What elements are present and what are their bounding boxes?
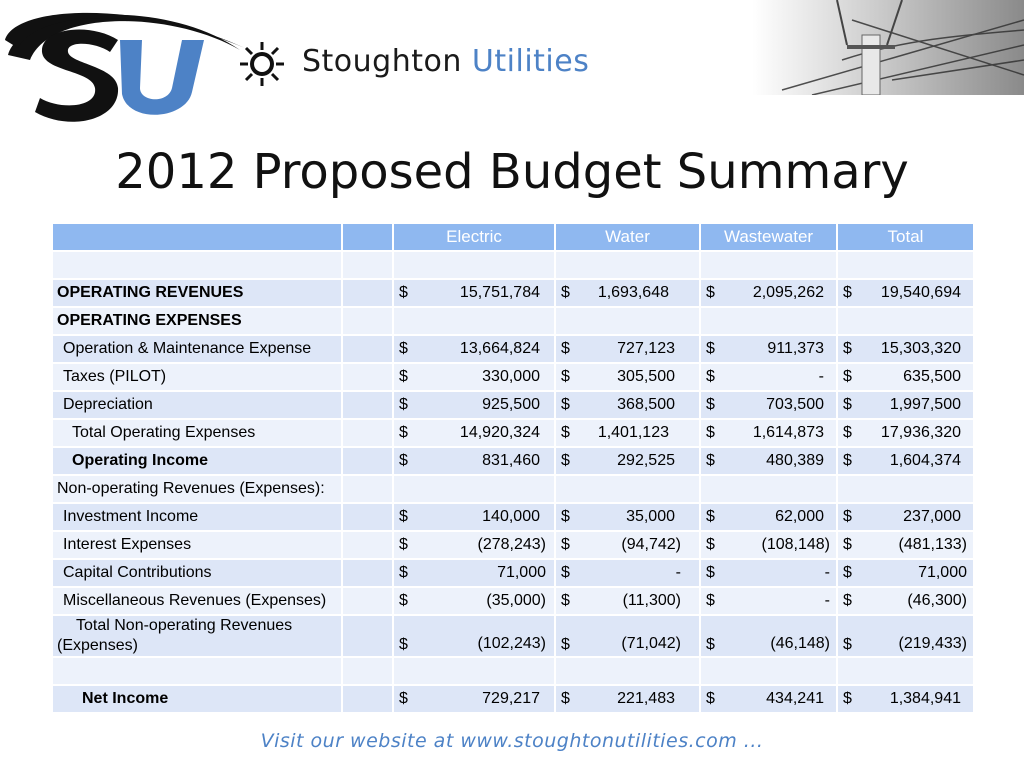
water-cell: [555, 657, 700, 685]
wastewater-cell: [700, 251, 837, 279]
water-cell: $ 305,500: [555, 363, 700, 391]
row-label: Operation & Maintenance Expense: [52, 335, 342, 363]
table-row: [52, 335, 974, 363]
row-label-line2: (Expenses): [57, 637, 138, 654]
wastewater-cell: [700, 475, 837, 503]
company-logo: [0, 0, 300, 130]
electric-cell: $ (35,000): [393, 587, 555, 615]
table-row: [52, 685, 974, 713]
wastewater-cell: [700, 307, 837, 335]
spacer-cell: [342, 335, 393, 363]
row-label: [52, 657, 342, 685]
total-cell: $ 19,540,694: [837, 279, 974, 307]
header-total: Total: [837, 223, 974, 251]
wastewater-cell: $ 703,500: [700, 391, 837, 419]
table-row: [52, 279, 974, 307]
table-row: [52, 251, 974, 279]
total-cell: $ 71,000: [837, 559, 974, 587]
total-cell: $ (481,133): [837, 531, 974, 559]
water-cell: $ 292,525: [555, 447, 700, 475]
electric-cell: $ 14,920,324: [393, 419, 555, 447]
row-label: Taxes (PILOT): [52, 363, 342, 391]
budget-summary-table: [51, 222, 975, 714]
wastewater-cell: $ 2,095,262: [700, 279, 837, 307]
spacer-cell: [342, 685, 393, 713]
water-cell: $ (71,042): [555, 615, 700, 657]
spacer-cell: [342, 363, 393, 391]
row-label: [52, 251, 342, 279]
website-footer: Visit our website at www.stoughtonutilities.com ...: [260, 730, 764, 752]
spacer-cell: [342, 657, 393, 685]
electric-cell: $ 729,217: [393, 685, 555, 713]
total-cell: $ 1,384,941: [837, 685, 974, 713]
total-cell: [837, 475, 974, 503]
electric-cell: [393, 475, 555, 503]
wastewater-cell: $ 1,614,873: [700, 419, 837, 447]
electric-cell: $ 925,500: [393, 391, 555, 419]
wastewater-cell: $ -: [700, 363, 837, 391]
spacer-cell: [342, 251, 393, 279]
water-cell: $ 1,401,123: [555, 419, 700, 447]
table-row: [52, 657, 974, 685]
spacer-cell: [342, 279, 393, 307]
total-cell: $ (219,433): [837, 615, 974, 657]
brand-name-part2: Utilities: [471, 44, 590, 79]
wastewater-cell: $ -: [700, 587, 837, 615]
wastewater-cell: $ 480,389: [700, 447, 837, 475]
electric-cell: $ 140,000: [393, 503, 555, 531]
brand-name-part1: Stoughton: [302, 44, 462, 79]
total-cell: [837, 307, 974, 335]
wastewater-cell: [700, 657, 837, 685]
spacer-cell: [342, 447, 393, 475]
table-row: [52, 503, 974, 531]
water-cell: [555, 307, 700, 335]
table-row: [52, 363, 974, 391]
water-cell: $ 35,000: [555, 503, 700, 531]
water-cell: $ 221,483: [555, 685, 700, 713]
total-cell: $ 1,604,374: [837, 447, 974, 475]
table-row: [52, 615, 974, 657]
row-label-line1: Total Non-operating Revenues: [76, 617, 293, 634]
wastewater-cell: $ -: [700, 559, 837, 587]
power-lines-photo: [752, 0, 1024, 95]
spacer-cell: [342, 615, 393, 657]
spacer-cell: [342, 503, 393, 531]
row-label: Net Income: [52, 685, 342, 713]
table-row: [52, 307, 974, 335]
spacer-cell: [342, 587, 393, 615]
electric-cell: $ 330,000: [393, 363, 555, 391]
row-label: Interest Expenses: [52, 531, 342, 559]
table-header-row: [52, 223, 974, 251]
table-row: [52, 391, 974, 419]
row-label: Depreciation: [52, 391, 342, 419]
total-cell: $ 15,303,320: [837, 335, 974, 363]
spacer-cell: [342, 475, 393, 503]
wastewater-cell: $ 434,241: [700, 685, 837, 713]
electric-cell: $ (278,243): [393, 531, 555, 559]
row-label: OPERATING EXPENSES: [52, 307, 342, 335]
electric-cell: [393, 307, 555, 335]
water-cell: $ 368,500: [555, 391, 700, 419]
spacer-cell: [342, 531, 393, 559]
header-water: Water: [555, 223, 700, 251]
row-label: OPERATING REVENUES: [52, 279, 342, 307]
electric-cell: $ (102,243): [393, 615, 555, 657]
total-cell: [837, 251, 974, 279]
header-label: [52, 223, 342, 251]
total-cell: [837, 657, 974, 685]
table-row: [52, 531, 974, 559]
table-row: [52, 419, 974, 447]
row-label: Non-operating Revenues (Expenses):: [52, 475, 342, 503]
wastewater-cell: $ 911,373: [700, 335, 837, 363]
total-cell: $ (46,300): [837, 587, 974, 615]
electric-cell: [393, 251, 555, 279]
total-cell: $ 635,500: [837, 363, 974, 391]
water-cell: $ (94,742): [555, 531, 700, 559]
header-wastewater: Wastewater: [700, 223, 837, 251]
electric-cell: $ 15,751,784: [393, 279, 555, 307]
row-label: Investment Income: [52, 503, 342, 531]
wastewater-cell: $ (46,148): [700, 615, 837, 657]
wastewater-cell: $ 62,000: [700, 503, 837, 531]
water-cell: $ -: [555, 559, 700, 587]
spacer-cell: [342, 559, 393, 587]
total-cell: $ 237,000: [837, 503, 974, 531]
total-cell: $ 1,997,500: [837, 391, 974, 419]
brand-name: [302, 44, 589, 79]
table-row: [52, 475, 974, 503]
header-electric: Electric: [393, 223, 555, 251]
spacer-cell: [342, 419, 393, 447]
electric-cell: [393, 657, 555, 685]
row-label: Total Operating Expenses: [52, 419, 342, 447]
wastewater-cell: $ (108,148): [700, 531, 837, 559]
spacer-cell: [342, 391, 393, 419]
row-label: Capital Contributions: [52, 559, 342, 587]
table-row: [52, 587, 974, 615]
row-label: Miscellaneous Revenues (Expenses): [52, 587, 342, 615]
header-spacer: [342, 223, 393, 251]
page-title: 2012 Proposed Budget Summary: [115, 144, 909, 200]
water-cell: [555, 251, 700, 279]
spacer-cell: [342, 307, 393, 335]
row-label: [52, 615, 342, 657]
water-cell: [555, 475, 700, 503]
electric-cell: $ 831,460: [393, 447, 555, 475]
electric-cell: $ 13,664,824: [393, 335, 555, 363]
water-cell: $ (11,300): [555, 587, 700, 615]
electric-cell: $ 71,000: [393, 559, 555, 587]
water-cell: $ 727,123: [555, 335, 700, 363]
total-cell: $ 17,936,320: [837, 419, 974, 447]
water-cell: $ 1,693,648: [555, 279, 700, 307]
table-row: [52, 559, 974, 587]
table-row: [52, 447, 974, 475]
row-label: Operating Income: [52, 447, 342, 475]
